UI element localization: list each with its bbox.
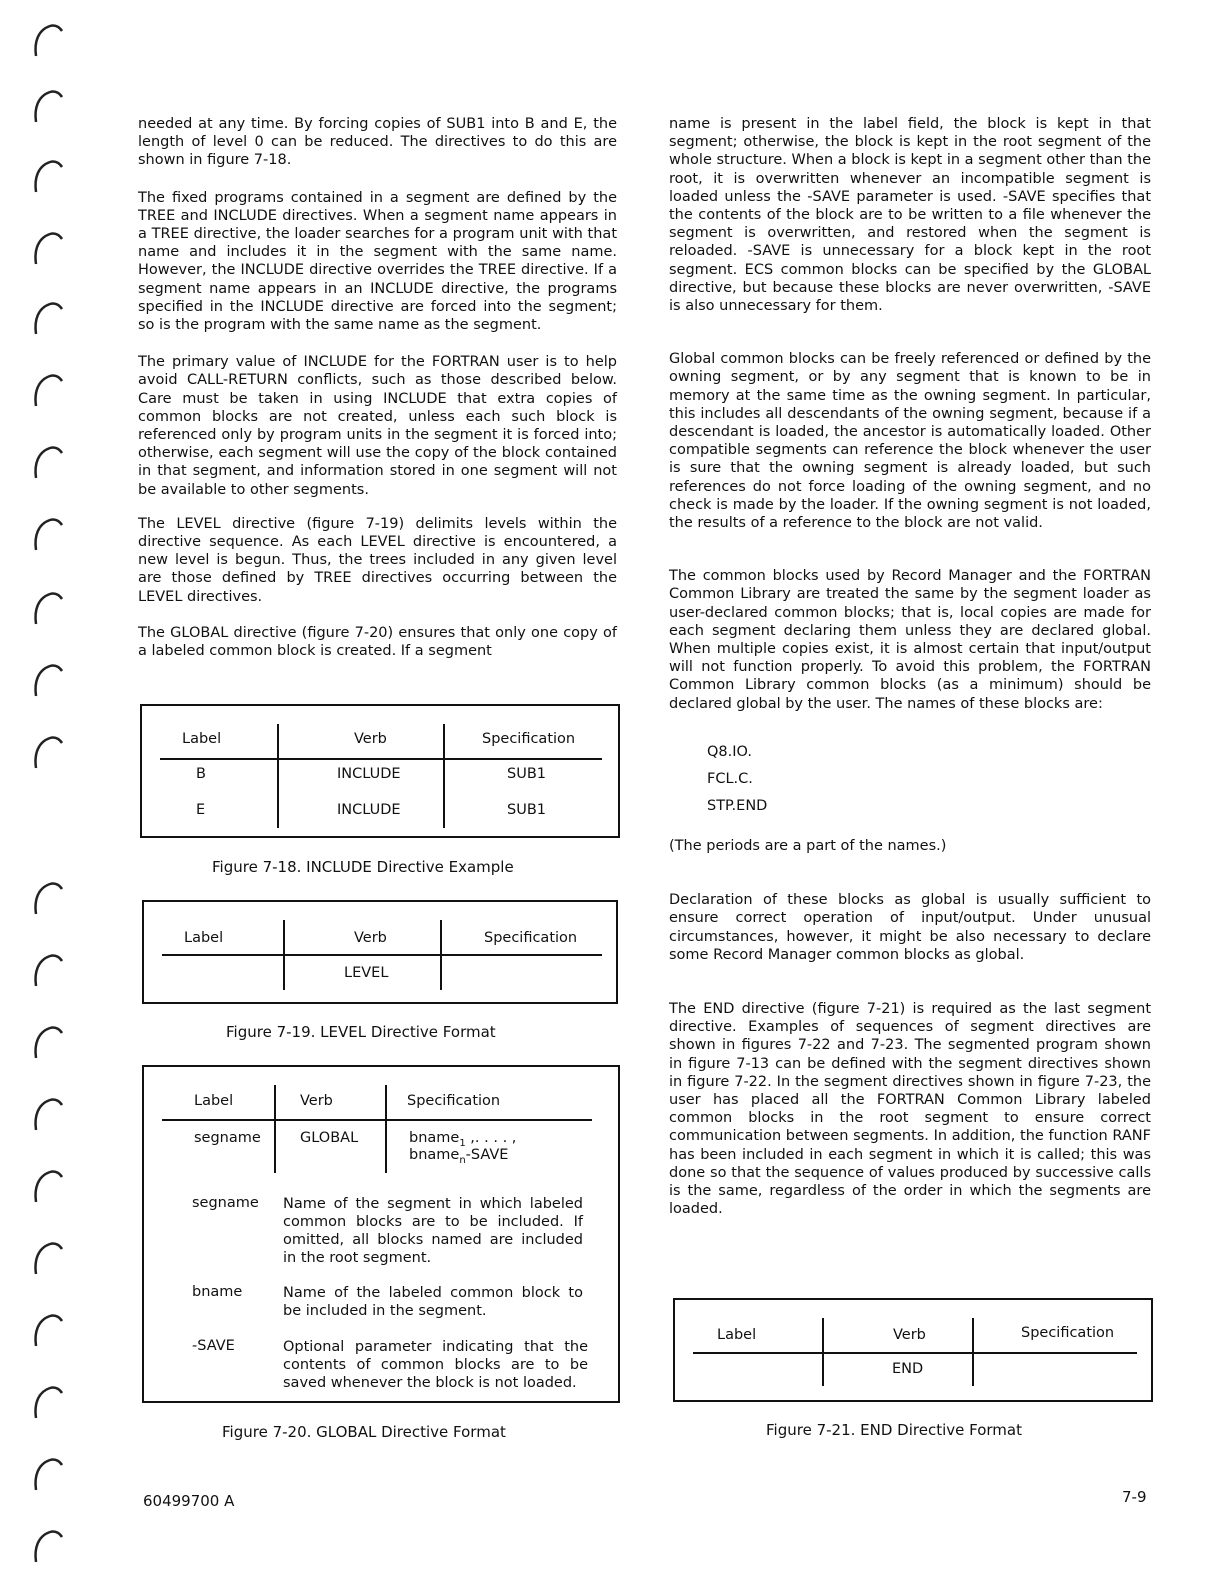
left-column xyxy=(138,115,617,660)
binder-hole-mark xyxy=(30,158,64,194)
binder-hole-mark xyxy=(30,1240,64,1276)
row-specification-line1 xyxy=(409,1130,517,1149)
spec-text: bname xyxy=(409,1130,460,1146)
spec-text: -SAVE xyxy=(465,1147,509,1163)
row-verb: LEVEL xyxy=(344,965,389,981)
column-rule xyxy=(822,1318,824,1386)
spec-text: bname xyxy=(409,1147,460,1163)
document-number: 60499700 A xyxy=(143,1492,235,1510)
header-specification: Specification xyxy=(482,731,576,747)
figure-caption: Figure 7-21. END Directive Format xyxy=(766,1421,1022,1439)
row-specification-line2 xyxy=(409,1147,509,1166)
paragraph: The fixed programs contained in a segment are defined by the TREE and INCLUDE directives. When a segment name appears in a TREE directive, the loader searches for a program unit with that name and includes it in the segment with the same name. However, the INCLUDE directive overrides the TREE directive. If a segment name appears in an INCLUDE directive, the programs specified in the INCLUDE directive are forced into the segment; so is the program with the same name as the segment. xyxy=(138,189,617,334)
paragraph: (The periods are a part of the names.) xyxy=(669,837,947,854)
paragraph: The common blocks used by Record Manager and the FORTRAN Common Library are treated the same by the segment loader as user-declared common blocks; that is, local copies are made for each segment declaring them unless they are declared global. When multiple copies exist, it is almost certain that input/output will not function properly. To avoid this problem, the FORTRAN Common Library common blocks (as a minimum) should be declared global by the user. The names of these blocks are: xyxy=(669,568,1151,712)
column-rule xyxy=(443,724,445,828)
header-verb: Verb xyxy=(354,731,387,747)
block-name: Q8.IO. xyxy=(707,743,752,760)
binder-hole-mark xyxy=(30,734,64,770)
definition-term: bname xyxy=(192,1284,243,1300)
column-rule xyxy=(274,1085,276,1173)
figure-7-18-table xyxy=(140,704,620,838)
binder-hole-mark xyxy=(30,952,64,988)
row-label: B xyxy=(196,766,206,782)
block-name-list xyxy=(707,739,1151,820)
column-rule xyxy=(440,920,442,990)
binder-hole-mark xyxy=(30,372,64,408)
binder-hole-mark xyxy=(30,516,64,552)
paragraph: The LEVEL directive (figure 7-19) delimits levels within the directive sequence. As each LEVEL directive is encountered, a new level is begun. Thus, the trees included in any given level are those defined by TREE directives occurring between the LEVEL directives. xyxy=(138,515,617,605)
spec-subscript: n xyxy=(459,1155,466,1166)
header-specification: Specification xyxy=(1021,1325,1115,1341)
column-rule xyxy=(277,724,279,828)
header-rule xyxy=(693,1352,1137,1354)
binder-hole-mark xyxy=(30,444,64,480)
paragraph: Global common blocks can be freely referenced or defined by the owning segment, or by any segment that is known to be in memory at the same time as the owning segment. In particular, this includes all descendants of the owning segment, because if a descendant is loaded, the ancestor is automatically loaded. Other compatible segments can reference the block whenever the user is sure that the owning segment is already loaded, but such references do not force loading of the owning segment, and no check is made by the loader. If the owning segment is not loaded, the results of a reference to the block are not valid. xyxy=(669,351,1151,532)
binder-hole-mark xyxy=(30,22,64,58)
figure-7-21-table xyxy=(673,1298,1153,1402)
row-verb: INCLUDE xyxy=(337,802,401,818)
paragraph: The primary value of INCLUDE for the FORTRAN user is to help avoid CALL-RETURN conflicts, such as those described below. Care must be taken in using INCLUDE that extra copies of common blocks are not created, unless each such block is referenced only by program units in the segment it is forced into; otherwise, each segment will use the copy of the block contained in that segment, and information stored in one segment will not be available to other segments. xyxy=(138,354,617,498)
definition-term: -SAVE xyxy=(192,1338,235,1354)
binder-hole-mark xyxy=(30,590,64,626)
column-rule xyxy=(283,920,285,990)
header-rule xyxy=(162,1119,592,1121)
header-specification: Specification xyxy=(407,1093,501,1109)
figure-7-20-table xyxy=(142,1065,620,1403)
header-label: Label xyxy=(717,1327,757,1343)
right-column xyxy=(669,115,1151,1218)
binder-hole-mark xyxy=(30,300,64,336)
binder-hole-mark xyxy=(30,1312,64,1348)
block-name: STP.END xyxy=(707,797,768,814)
header-label: Label xyxy=(182,731,222,747)
column-rule xyxy=(972,1318,974,1386)
binder-hole-mark xyxy=(30,1528,64,1564)
definition-desc: Name of the labeled common block to be included in the segment. xyxy=(283,1285,583,1319)
paragraph: Declaration of these blocks as global is usually sufficient to ensure correct operation of input/output. Under unusual circumstances, however, it might be also necessary to declare some Record Manager common blocks as global. xyxy=(669,892,1151,963)
row-verb: INCLUDE xyxy=(337,766,401,782)
definition-term: segname xyxy=(192,1195,259,1211)
header-rule xyxy=(162,954,602,956)
header-verb: Verb xyxy=(354,930,387,946)
header-rule xyxy=(160,758,602,760)
block-name: FCL.C. xyxy=(707,770,753,787)
header-label: Label xyxy=(194,1093,234,1109)
binder-hole-mark xyxy=(30,1384,64,1420)
header-verb: Verb xyxy=(893,1327,926,1343)
paragraph: needed at any time. By forcing copies of SUB1 into B and E, the length of level 0 can be reduced. The directives to do this are shown in figure 7-18. xyxy=(138,116,617,169)
spec-text: ,. . . . , xyxy=(465,1130,517,1146)
binder-hole-mark xyxy=(30,1168,64,1204)
row-verb: GLOBAL xyxy=(300,1130,359,1146)
binder-hole-mark xyxy=(30,1456,64,1492)
row-specification: SUB1 xyxy=(507,766,546,782)
header-verb: Verb xyxy=(300,1093,333,1109)
binder-hole-mark xyxy=(30,230,64,266)
paragraph: name is present in the label field, the block is kept in that segment; otherwise, the block is kept in the root segment of the whole structure. When a block is kept in a segment other than the root, it is overwritten whenever an incompatible segment is loaded unless the -SAVE parameter is used. -SAVE specifies that the contents of the block are to be written to a file whenever the segment is overwritten, and restored when the segment is reloaded. -SAVE is unnecessary for a block kept in the root segment. ECS common blocks can be specified by the GLOBAL directive, but because these blocks are never overwritten, -SAVE is also unnecessary for them. xyxy=(669,116,1151,315)
binder-hole-mark xyxy=(30,880,64,916)
paragraph: The GLOBAL directive (figure 7-20) ensures that only one copy of a labeled common block is created. If a segment xyxy=(138,624,617,660)
row-label: segname xyxy=(194,1130,261,1146)
spec-subscript: 1 xyxy=(459,1138,466,1149)
figure-7-19-table xyxy=(142,900,618,1004)
figure-caption: Figure 7-20. GLOBAL Directive Format xyxy=(222,1423,506,1441)
binder-hole-mark xyxy=(30,88,64,124)
definition-desc: Name of the segment in which labeled common blocks are to be included. If omitted, all blocks named are included in the root segment. xyxy=(283,1196,583,1266)
row-verb: END xyxy=(892,1361,924,1377)
header-specification: Specification xyxy=(484,930,578,946)
column-rule xyxy=(385,1085,387,1173)
row-specification: SUB1 xyxy=(507,802,546,818)
header-label: Label xyxy=(184,930,224,946)
page-number: 7-9 xyxy=(1122,1488,1147,1506)
binder-hole-mark xyxy=(30,1096,64,1132)
paragraph: The END directive (figure 7-21) is required as the last segment directive. Examples of sequences of segment directives are shown in figures 7-22 and 7-23. The segmented program shown in figure 7-13 can be defined with the segment directives shown in figure 7-22. In the segment directives shown in figure 7-23, the user has placed all the FORTRAN Common Library labeled common blocks in the root segment to ensure correct communication between segments. In addition, the function RANF has been included in each segment in which it is called; this was done so that the sequence of values produced by successive calls is the same, regardless of the order in which the segments are loaded. xyxy=(669,1000,1151,1218)
row-label: E xyxy=(196,802,206,818)
definition-desc: Optional parameter indicating that the contents of common blocks are to be saved whenever the block is not loaded. xyxy=(283,1339,588,1391)
binder-hole-mark xyxy=(30,662,64,698)
figure-caption: Figure 7-18. INCLUDE Directive Example xyxy=(212,858,514,876)
binder-hole-mark xyxy=(30,1024,64,1060)
figure-caption: Figure 7-19. LEVEL Directive Format xyxy=(226,1023,496,1041)
